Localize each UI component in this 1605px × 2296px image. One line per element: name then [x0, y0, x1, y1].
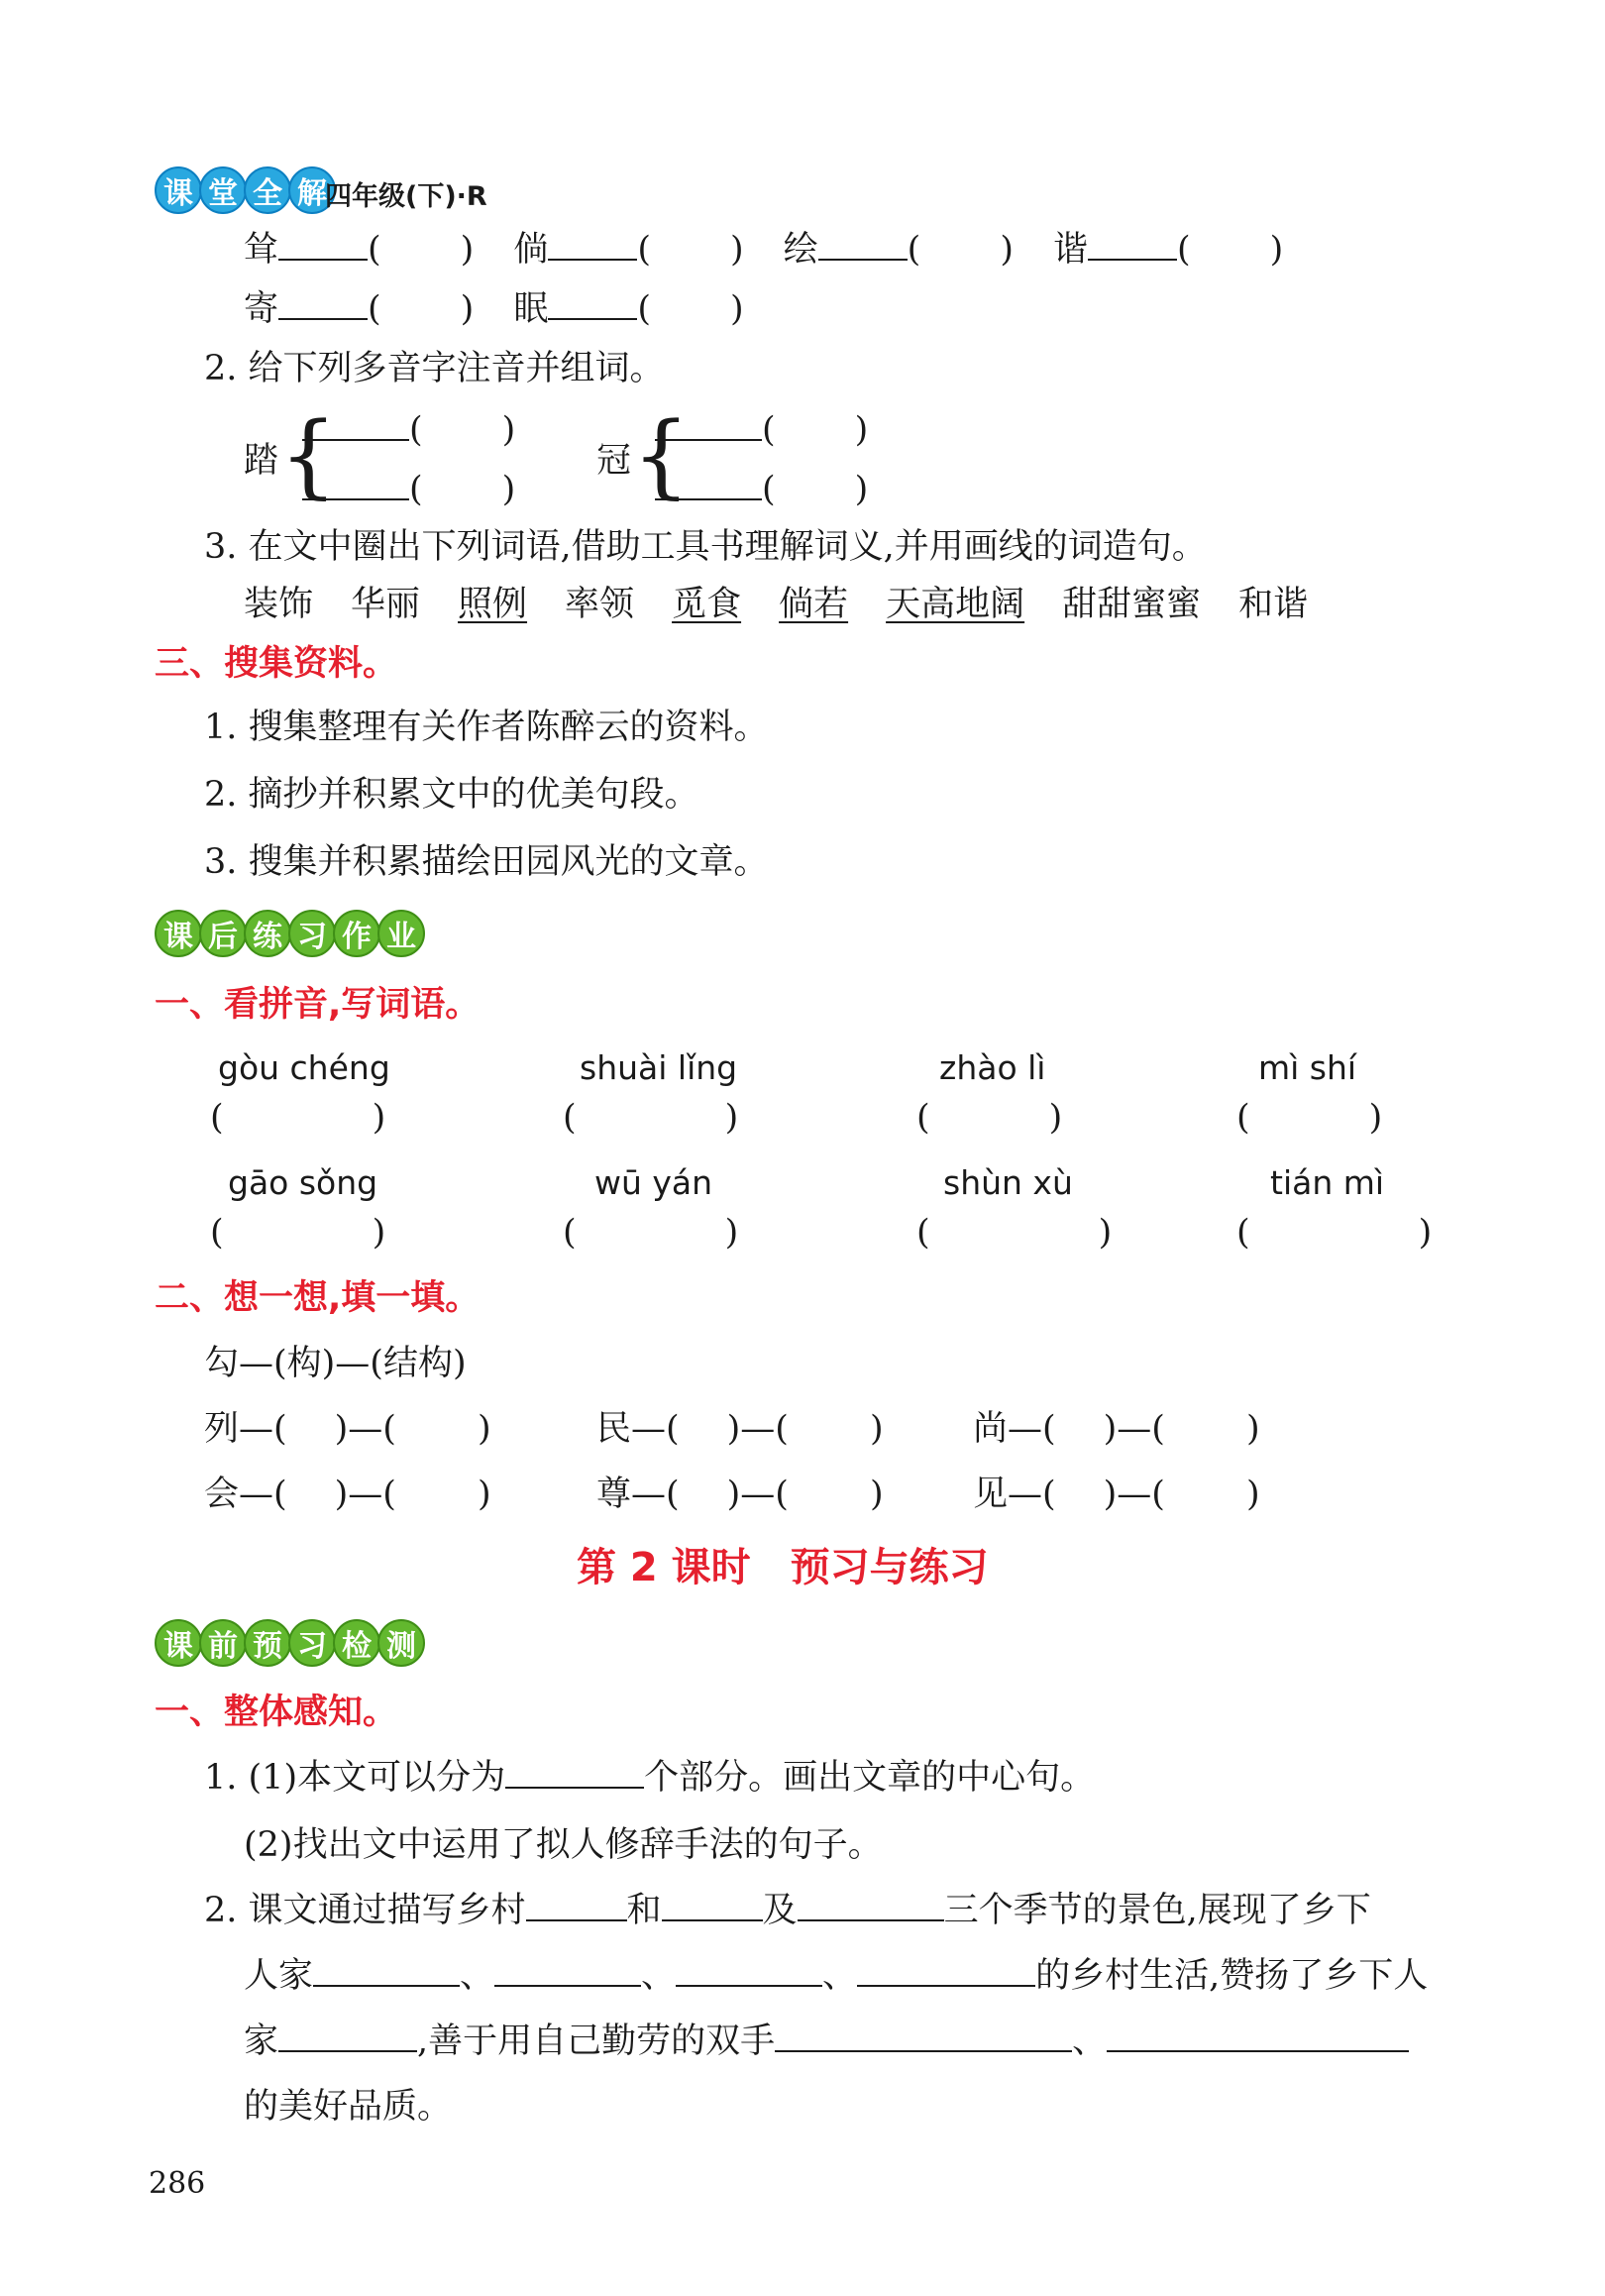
question-2-line-1 [204, 1889, 1371, 1932]
answer-paren[interactable]: ( ) [563, 1098, 739, 1138]
text: 1. (1)本文可以分为 [204, 1758, 506, 1798]
example: 勾—(构)—(结构) [204, 1344, 467, 1383]
grade-label: 四年级(下)·R [325, 181, 487, 212]
fill-item: 民—( )—( ) [596, 1409, 884, 1449]
text: 人家 [244, 1956, 314, 1996]
answer-paren[interactable]: ( ) [210, 1213, 386, 1253]
header-badge-char: 全 [244, 166, 291, 214]
list-item: 1. 搜集整理有关作者陈醉云的资料。 [204, 708, 769, 747]
answer-blank[interactable] [278, 229, 368, 261]
text: 家 [244, 2022, 279, 2061]
question-1a [204, 1756, 1095, 1800]
list-item: 2. 摘抄并积累文中的优美句段。 [204, 775, 699, 815]
char-blank-row-2: 寄 ( ) 眠 ( ) [244, 289, 744, 329]
word-underlined: 觅食 [672, 585, 742, 624]
char: 耸 [244, 230, 279, 270]
text: 三个季节的景色,展现了乡下 [943, 1891, 1371, 1930]
badge-char: 习 [288, 1619, 336, 1667]
text: 2. 课文通过描写乡村 [204, 1891, 526, 1930]
char: 寄 [244, 289, 279, 329]
text: 、 [460, 1956, 495, 1996]
question-2-line-3 [244, 2020, 1409, 2063]
answer-blank[interactable] [775, 2021, 1072, 2052]
answer-blank[interactable] [278, 288, 368, 320]
fill-item: 列—( )—( ) [204, 1409, 491, 1449]
section-title: 一、整体感知。 [155, 1693, 398, 1732]
answer-paren[interactable]: ( ) [563, 1213, 739, 1253]
header-badge-char: 课 [155, 166, 202, 214]
question-1b: (2)找出文中运用了拟人修辞手法的句子。 [244, 1825, 883, 1865]
header-badge-char: 堂 [199, 166, 247, 214]
answer-blank[interactable] [548, 288, 637, 320]
answer-blank[interactable] [798, 1890, 944, 1921]
fill-prefix: 会—( [204, 1475, 287, 1514]
text: ,善于用自己勤劳的双手 [417, 2022, 776, 2061]
question-3: 3. 在文中圈出下列词语,借助工具书理解词义,并用画线的词造句。 [204, 527, 1207, 567]
lesson-title: 第 2 课时 预习与练习 [577, 1545, 989, 1590]
word: 和谐 [1238, 585, 1309, 624]
fill-prefix: 民—( [596, 1409, 680, 1449]
fill-prefix: 尚—( [973, 1409, 1056, 1449]
fill-item: 会—( )—( ) [204, 1475, 491, 1514]
answer-blank[interactable] [302, 409, 409, 441]
answer-blank[interactable] [676, 1955, 822, 1987]
question-2-line-2 [244, 1954, 1428, 1998]
answer-blank[interactable] [1107, 2021, 1409, 2052]
answer-blank[interactable] [505, 1757, 644, 1789]
answer-blank[interactable] [857, 1955, 1035, 1987]
badge-char: 前 [199, 1619, 247, 1667]
word-underlined: 天高地阔 [886, 585, 1025, 624]
polyphone-line: ( ) [302, 468, 515, 511]
polyphone-line: ( ) [655, 408, 868, 452]
text: 个部分。画出文章的中心句。 [644, 1758, 1096, 1798]
badge-char: 习 [288, 910, 336, 957]
badge-char: 作 [333, 910, 380, 957]
header-badge [155, 166, 333, 210]
pinyin: shuài lǐng [580, 1048, 738, 1087]
fill-prefix: 尊—( [596, 1475, 680, 1514]
answer-blank[interactable] [302, 469, 409, 500]
text: 和 [626, 1891, 662, 1930]
answer-blank[interactable] [818, 229, 908, 261]
answer-paren[interactable]: ( ) [210, 1098, 386, 1138]
question-2: 2. 给下列多音字注音并组词。 [204, 349, 665, 388]
fill-prefix: 列—( [204, 1409, 287, 1449]
brace-icon: { [632, 402, 691, 508]
answer-blank[interactable] [494, 1955, 641, 1987]
polyphone-char: 踏 [244, 441, 279, 481]
answer-blank[interactable] [278, 2021, 417, 2052]
header-badge-char: 解 [288, 166, 336, 214]
after-class-badge [155, 910, 422, 953]
answer-blank[interactable] [313, 1955, 460, 1987]
pinyin: mì shí [1258, 1048, 1357, 1087]
fill-item: 尊—( )—( ) [596, 1475, 884, 1514]
page-number: 286 [149, 2166, 206, 2201]
answer-blank[interactable] [1088, 229, 1177, 261]
word-list [244, 583, 1308, 626]
pinyin: wū yán [594, 1163, 713, 1202]
char: 绘 [783, 230, 818, 270]
brace-icon: { [279, 402, 338, 508]
pinyin: gāo sǒng [228, 1163, 378, 1202]
word-underlined: 照例 [458, 585, 528, 624]
answer-paren[interactable]: ( ) [916, 1213, 1113, 1253]
text: 及 [762, 1891, 798, 1930]
badge-char: 练 [244, 910, 291, 957]
text: 、 [641, 1956, 677, 1996]
word-underlined: 倘若 [779, 585, 849, 624]
answer-blank[interactable] [526, 1890, 627, 1921]
char: 倘 [513, 230, 549, 270]
pinyin: shùn xù [943, 1163, 1073, 1202]
word: 甜甜蜜蜜 [1062, 585, 1202, 624]
answer-paren[interactable]: ( ) [916, 1098, 1063, 1138]
badge-char: 后 [199, 910, 247, 957]
fill-prefix: 见—( [973, 1475, 1056, 1514]
char-blank-row-1: 耸 ( ) 倘 ( ) 绘 ( ) 谐 ( ) [244, 230, 1284, 270]
polyphone-char: 冠 [596, 441, 632, 481]
text: 、 [1072, 2022, 1108, 2061]
fill-item: 见—( )—( ) [973, 1475, 1260, 1514]
char: 眠 [513, 289, 549, 329]
badge-char: 课 [155, 1619, 202, 1667]
fill-item: 尚—( )—( ) [973, 1409, 1260, 1449]
answer-blank[interactable] [548, 229, 637, 261]
answer-blank[interactable] [662, 1890, 763, 1921]
badge-char: 业 [377, 910, 425, 957]
badge-char: 检 [333, 1619, 380, 1667]
section-title: 三、搜集资料。 [155, 644, 398, 684]
word: 率领 [565, 585, 635, 624]
text: 的乡村生活,赞扬了乡下人 [1035, 1956, 1429, 1996]
text: 、 [822, 1956, 858, 1996]
section-title: 一、看拼音,写词语。 [155, 985, 481, 1025]
badge-char: 课 [155, 910, 202, 957]
word: 装饰 [244, 585, 314, 624]
section-title: 二、想一想,填一填。 [155, 1278, 481, 1318]
word: 华丽 [351, 585, 421, 624]
answer-blank[interactable] [655, 409, 762, 441]
answer-paren[interactable]: ( ) [1236, 1098, 1383, 1138]
polyphone-line: ( ) [655, 468, 868, 511]
question-2-line-4: 的美好品质。 [244, 2087, 453, 2127]
polyphone-line: ( ) [302, 408, 515, 452]
answer-paren[interactable]: ( ) [1236, 1213, 1433, 1253]
answer-blank[interactable] [655, 469, 762, 500]
pinyin: zhào lì [939, 1048, 1046, 1087]
badge-char: 预 [244, 1619, 291, 1667]
list-item: 3. 搜集并积累描绘田园风光的文章。 [204, 842, 769, 882]
char: 谐 [1052, 230, 1088, 270]
badge-char: 测 [377, 1619, 425, 1667]
before-class-badge [155, 1619, 422, 1663]
pinyin: gòu chéng [218, 1048, 390, 1087]
pinyin: tián mì [1270, 1163, 1385, 1202]
